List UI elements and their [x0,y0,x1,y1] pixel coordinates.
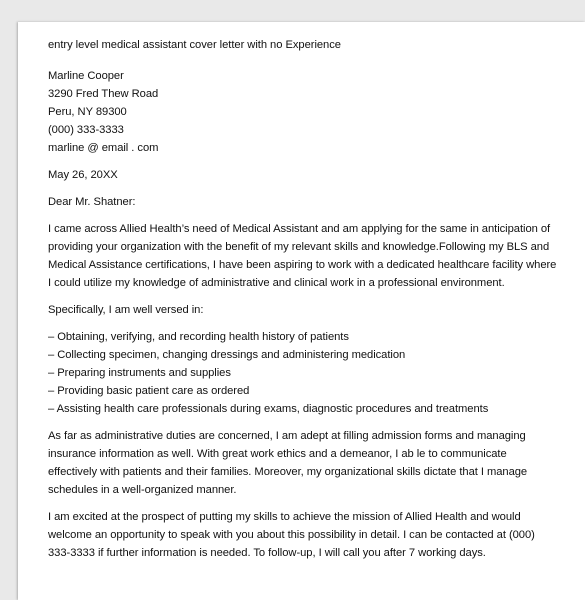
paragraph-line: providing your organization with the benefit of my relevant skills and knowledge.Following my BLS and [48,241,550,253]
paragraph-line: effectively with patients and their families. Moreover, my organizational skills dictate that I manage [48,466,528,478]
list-item: – Collecting specimen, changing dressings and administering medication [48,349,406,361]
paragraph-line: Medical Assistance certifications, I have been aspiring to work with a dedicated healthcare facility where [48,259,557,271]
document-title: entry level medical assistant cover letter with no Experience [48,39,341,51]
list-item: – Obtaining, verifying, and recording health history of patients [48,331,349,343]
paragraph-line: welcome an opportunity to speak with you about this possibility in detail. I can be contacted at (000) [48,529,535,541]
paragraph-line: schedules in a well-organized manner. [48,484,237,496]
paragraph-line: I am excited at the prospect of putting my skills to achieve the mission of Allied Health and would [48,511,521,523]
sender-street: 3290 Fred Thew Road [48,88,159,100]
list-item: – Providing basic patient care as ordered [48,385,250,397]
letter-body [48,36,568,571]
list-item: – Preparing instruments and supplies [48,367,231,379]
sender-email: marline @ email . com [48,142,159,154]
document-page [18,22,585,600]
skills-intro [48,301,568,319]
sender-phone: (000) 333-3333 [48,124,124,136]
sender-address-block [48,67,568,157]
skills-intro-text: Specifically, I am well versed in: [48,304,204,316]
paragraph-closing [48,508,568,562]
paragraph-line: As far as administrative duties are concerned, I am adept at filling admission forms and managing [48,430,526,442]
paragraph-intro [48,220,568,292]
paragraph-line: I could utilize my knowledge of administrative and clinical work in a professional environment. [48,277,505,289]
letter-date: May 26, 20XX [48,169,118,181]
sender-name: Marline Cooper [48,70,124,82]
skills-list [48,328,568,418]
list-item: – Assisting health care professionals during exams, diagnostic procedures and treatments [48,403,489,415]
paragraph-line: 333-3333 if further information is needed. To follow-up, I will call you after 7 working days. [48,547,486,559]
sender-city: Peru, NY 89300 [48,106,127,118]
paragraph-administrative [48,427,568,499]
salutation: Dear Mr. Shatner: [48,196,136,208]
paragraph-line: insurance information as well. With great work ethics and a demeanor, I ab le to communicate [48,448,507,460]
paragraph-line: I came across Allied Health’s need of Medical Assistant and am applying for the same in anticipation of [48,223,551,235]
